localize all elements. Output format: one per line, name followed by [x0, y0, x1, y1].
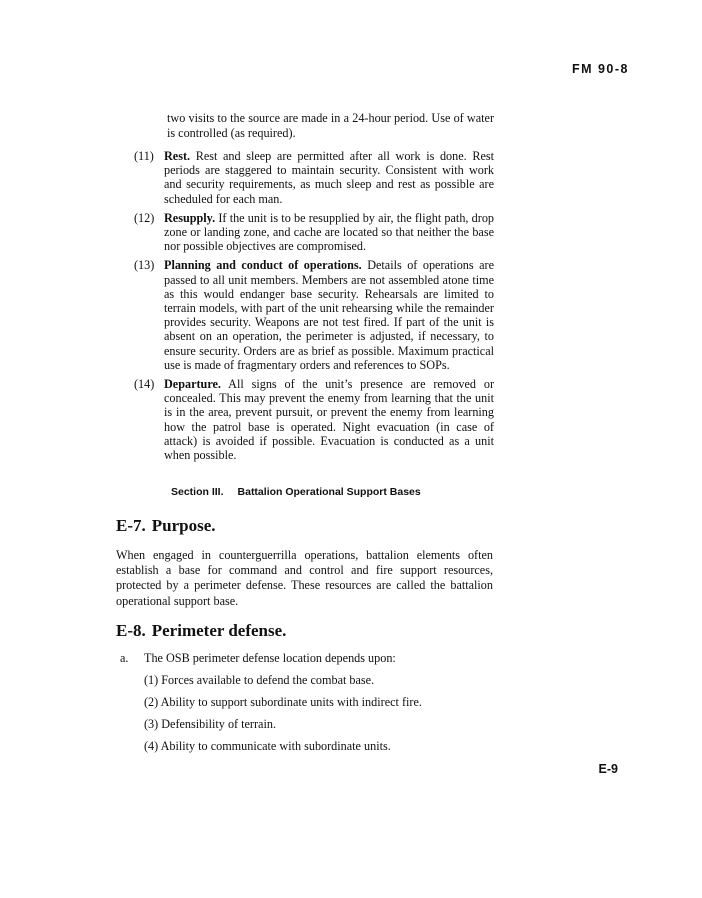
item-rest — [134, 149, 494, 206]
heading-number: E-7. — [116, 516, 146, 535]
heading-title: Perimeter defense. — [151, 621, 287, 640]
list-subitem: (4) Ability to communicate with subordinate units. — [144, 739, 391, 753]
item-title: Resupply. — [164, 210, 216, 225]
item-text: Details of operations are passed to all unit members. Members are not assembled atone time as this would endanger base security. Rehearsals are limited to terrain models, with part of the unit rehearsing while the remainder provides security. Weapons are not test fired. If part of the unit is absent on an operation, the perimeter is adjusted, if necessary, to ensure security. Orders are as brief as possible. Maximum practical use is made of fragmentary orders and references to SOPs. — [164, 258, 494, 372]
item-text: Rest and sleep are permitted after all work is done. Rest periods are staggered to maintain security. Consistent with work and security requirements, as much sleep and rest as possible are scheduled for each man. — [164, 149, 494, 206]
item-number: (12) — [134, 210, 155, 225]
section-title: Battalion Operational Support Bases — [237, 486, 421, 498]
item-text: All signs of the unit’s presence are removed or concealed. This may prevent the enemy from learning that the unit is in the area, prevent pursuit, or prevent the enemy from learning how the patrol base is operated. Night evacuation (in case of attack) is avoided if possible. Evacuation is conducted as a unit when possible. — [164, 377, 495, 463]
heading-e7 — [116, 516, 216, 536]
list-subitem: (2) Ability to support subordinate units with indirect fire. — [144, 695, 422, 709]
page-number: E-9 — [598, 762, 618, 776]
item-departure — [134, 377, 494, 462]
item-title: Rest. — [164, 149, 191, 163]
item-title: Planning and conduct of operations. — [164, 258, 362, 273]
list-intro-text: The OSB perimeter defense location depends upon: — [144, 651, 396, 665]
list-subitem: (1) Forces available to defend the combat base. — [144, 673, 375, 687]
heading-e8 — [116, 621, 286, 641]
manual-code: FM 90-8 — [571, 62, 629, 76]
item-resupply — [134, 211, 494, 254]
list-subitem: (3) Defensibility of terrain. — [144, 717, 276, 731]
numbered-items — [134, 149, 494, 467]
item-number: (14) — [134, 377, 155, 392]
purpose-paragraph: When engaged in counterguerrilla operations, battalion elements often establish a base for command and control and fire support resources, protected by a perimeter defense. These resources are called the battalion operational support base. — [116, 548, 493, 608]
item-title: Departure. — [164, 377, 221, 392]
list-letter: a. — [120, 651, 129, 665]
list-intro — [120, 651, 500, 673]
item-number: (11) — [134, 149, 154, 163]
item-planning — [134, 258, 494, 372]
heading-number: E-8. — [116, 621, 146, 640]
section-label: Section III. — [171, 486, 224, 498]
perimeter-list — [120, 651, 500, 761]
heading-title: Purpose. — [151, 516, 216, 535]
item-number: (13) — [134, 258, 155, 273]
item-text: If the unit is to be resupplied by air, the flight path, drop zone or landing zone, and cache are located so that neither the base nor possible objectives are compromised. — [164, 210, 495, 254]
section-heading — [171, 486, 421, 498]
continuation-paragraph: two visits to the source are made in a 24-hour period. Use of water is controlled (as required). — [167, 111, 494, 141]
